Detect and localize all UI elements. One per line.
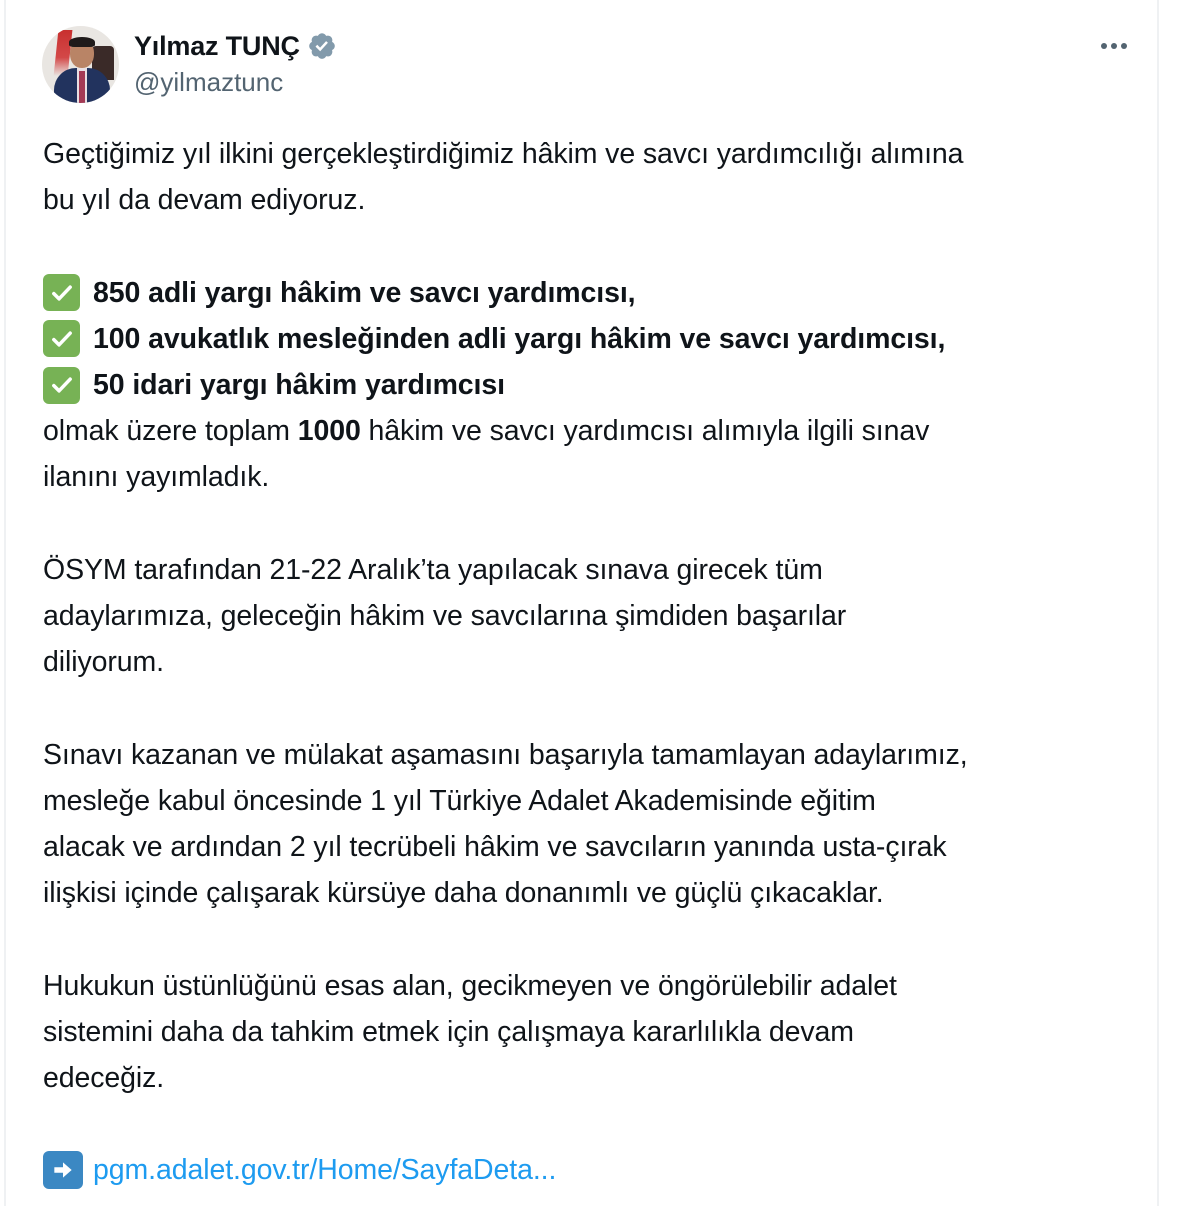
training-line: ilişkisi içinde çalışarak kürsüye daha donanımlı ve güçlü çıkacaklar. <box>43 877 884 910</box>
intro-line: bu yıl da devam ediyoruz. <box>43 184 366 217</box>
checklist-item-text: 50 idari yargı hâkim yardımcısı <box>93 369 505 401</box>
paragraph-gap <box>43 501 1153 547</box>
summary-line <box>43 408 1153 454</box>
checklist-item-text: 850 adli yargı hâkim ve savcı yardımcısı, <box>93 276 636 309</box>
intro-line: Geçtiğimiz yıl ilkini gerçekleştirdiğimiz hâkim ve savcı yardımcılığı alımına <box>43 138 964 170</box>
more-horizontal-icon-dot <box>1121 43 1127 49</box>
avatar[interactable] <box>42 26 119 103</box>
training-line: mesleğe kabul öncesinde 1 yıl Türkiye Adalet Akademisinde eğitim <box>43 784 876 817</box>
paragraph-gap <box>43 1101 1153 1147</box>
external-link[interactable]: pgm.adalet.gov.tr/Home/SayfaDeta... <box>93 1154 557 1187</box>
name-row <box>134 29 337 63</box>
checklist-item <box>43 316 1153 362</box>
user-handle[interactable]: @yilmaztunc <box>134 67 284 97</box>
osym-line: diliyorum. <box>43 646 164 679</box>
verified-badge-icon[interactable] <box>307 31 337 61</box>
closing-line: sistemini daha da tahkim etmek için çalışmaya kararlılıkla devam <box>43 1015 854 1048</box>
paragraph-gap <box>43 685 1153 731</box>
more-horizontal-icon <box>1101 43 1107 49</box>
summary-prefix: olmak üzere toplam <box>43 415 298 448</box>
avatar-tie <box>79 71 85 103</box>
link-row <box>43 1147 1153 1193</box>
training-line: Sınavı kazanan ve mülakat aşamasını başarıyla tamamlayan adaylarımız, <box>43 738 968 771</box>
paragraph-gap <box>43 916 1153 962</box>
checklist-item-text: 100 avukatlık mesleğinden adli yargı hâkim ve savcı yardımcısı, <box>93 322 946 355</box>
check-mark-button-icon <box>43 367 80 404</box>
closing-line: Hukukun üstünlüğünü esas alan, gecikmeyen ve öngörülebilir adalet <box>43 969 897 1002</box>
summary-suffix: hâkim ve savcı yardımcısı alımıyla ilgili sınav <box>360 415 930 448</box>
checklist-item <box>43 362 1153 408</box>
display-name[interactable]: Yılmaz TUNÇ <box>134 30 300 61</box>
summary-line: ilanını yayımladık. <box>43 461 270 494</box>
tweet-header <box>42 26 337 106</box>
avatar-hair <box>69 37 95 47</box>
closing-line: edeceğiz. <box>43 1062 165 1094</box>
osym-line: adaylarımıza, geleceğin hâkim ve savcılarına şimdiden başarılar <box>43 600 847 632</box>
check-mark-button-icon <box>43 274 80 311</box>
tweet-text <box>43 131 1153 1194</box>
training-line: alacak ve ardından 2 yıl tecrübeli hâkim ve savcıların yanında usta-çırak <box>43 831 947 863</box>
checklist-item <box>43 270 1153 316</box>
user-meta <box>134 29 337 98</box>
osym-line: ÖSYM tarafından 21-22 Aralık’ta yapılacak sınava girecek tüm <box>43 553 823 586</box>
more-options-button[interactable] <box>1094 34 1134 58</box>
right-arrow-button-icon <box>43 1151 83 1189</box>
tweet-card <box>4 0 1159 1206</box>
more-horizontal-icon-dot <box>1111 43 1117 49</box>
paragraph-gap <box>43 223 1153 269</box>
summary-total: 1000 <box>297 415 361 448</box>
check-mark-button-icon <box>43 320 80 357</box>
